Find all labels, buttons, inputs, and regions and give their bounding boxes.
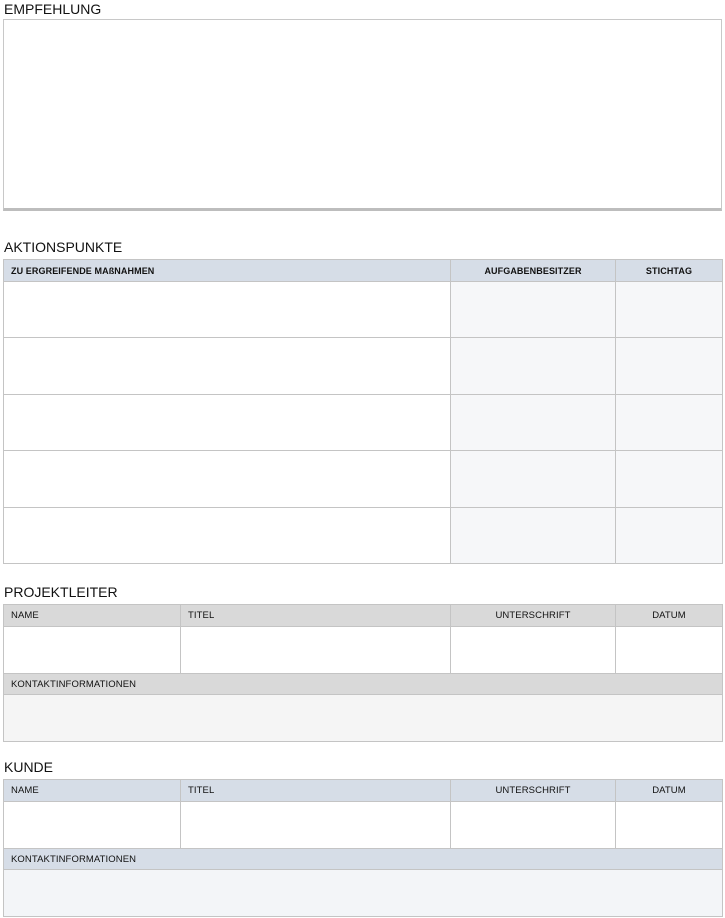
table-row <box>4 627 723 674</box>
name-cell[interactable] <box>4 802 181 849</box>
table-row <box>4 395 723 451</box>
action-cell[interactable] <box>4 508 451 564</box>
action-cell[interactable] <box>4 451 451 508</box>
due-date-cell[interactable] <box>616 451 723 508</box>
due-date-cell[interactable] <box>616 508 723 564</box>
recommendation-title: EMPFEHLUNG <box>4 1 102 17</box>
action-items-title: AKTIONSPUNKTE <box>4 239 123 255</box>
action-cell[interactable] <box>4 282 451 338</box>
table-row <box>4 695 723 742</box>
action-items-table <box>3 259 723 564</box>
col-header-title: TITEL <box>181 780 451 802</box>
col-header-signature: UNTERSCHRIFT <box>451 780 616 802</box>
table-row <box>4 282 723 338</box>
table-row <box>4 451 723 508</box>
owner-cell[interactable] <box>451 282 616 338</box>
due-date-cell[interactable] <box>616 338 723 395</box>
project-lead-title: PROJEKTLEITER <box>4 584 118 600</box>
col-header-name: NAME <box>4 780 181 802</box>
customer-title: KUNDE <box>4 759 54 775</box>
table-row <box>4 338 723 395</box>
table-row <box>4 508 723 564</box>
due-date-cell[interactable] <box>616 395 723 451</box>
due-date-cell[interactable] <box>616 282 723 338</box>
col-header-due-date: STICHTAG <box>616 260 723 282</box>
owner-cell[interactable] <box>451 338 616 395</box>
table-row <box>4 802 723 849</box>
customer-table <box>3 779 723 917</box>
recommendation-textbox[interactable] <box>3 19 722 211</box>
title-cell[interactable] <box>181 627 451 674</box>
date-cell[interactable] <box>616 627 723 674</box>
col-header-owner: AUFGABENBESITZER <box>451 260 616 282</box>
action-cell[interactable] <box>4 338 451 395</box>
owner-cell[interactable] <box>451 451 616 508</box>
action-cell[interactable] <box>4 395 451 451</box>
owner-cell[interactable] <box>451 395 616 451</box>
contact-info-header: KONTAKTINFORMATIONEN <box>4 674 723 695</box>
date-cell[interactable] <box>616 802 723 849</box>
contact-info-cell[interactable] <box>4 695 723 742</box>
owner-cell[interactable] <box>451 508 616 564</box>
title-cell[interactable] <box>181 802 451 849</box>
col-header-actions: ZU ERGREIFENDE MAßNAHMEN <box>4 260 451 282</box>
col-header-date: DATUM <box>616 780 723 802</box>
project-lead-table <box>3 604 723 742</box>
col-header-signature: UNTERSCHRIFT <box>451 605 616 627</box>
signature-cell[interactable] <box>451 627 616 674</box>
name-cell[interactable] <box>4 627 181 674</box>
col-header-title: TITEL <box>181 605 451 627</box>
signature-cell[interactable] <box>451 802 616 849</box>
table-row <box>4 870 723 917</box>
contact-info-header: KONTAKTINFORMATIONEN <box>4 849 723 870</box>
col-header-date: DATUM <box>616 605 723 627</box>
contact-info-cell[interactable] <box>4 870 723 917</box>
col-header-name: NAME <box>4 605 181 627</box>
